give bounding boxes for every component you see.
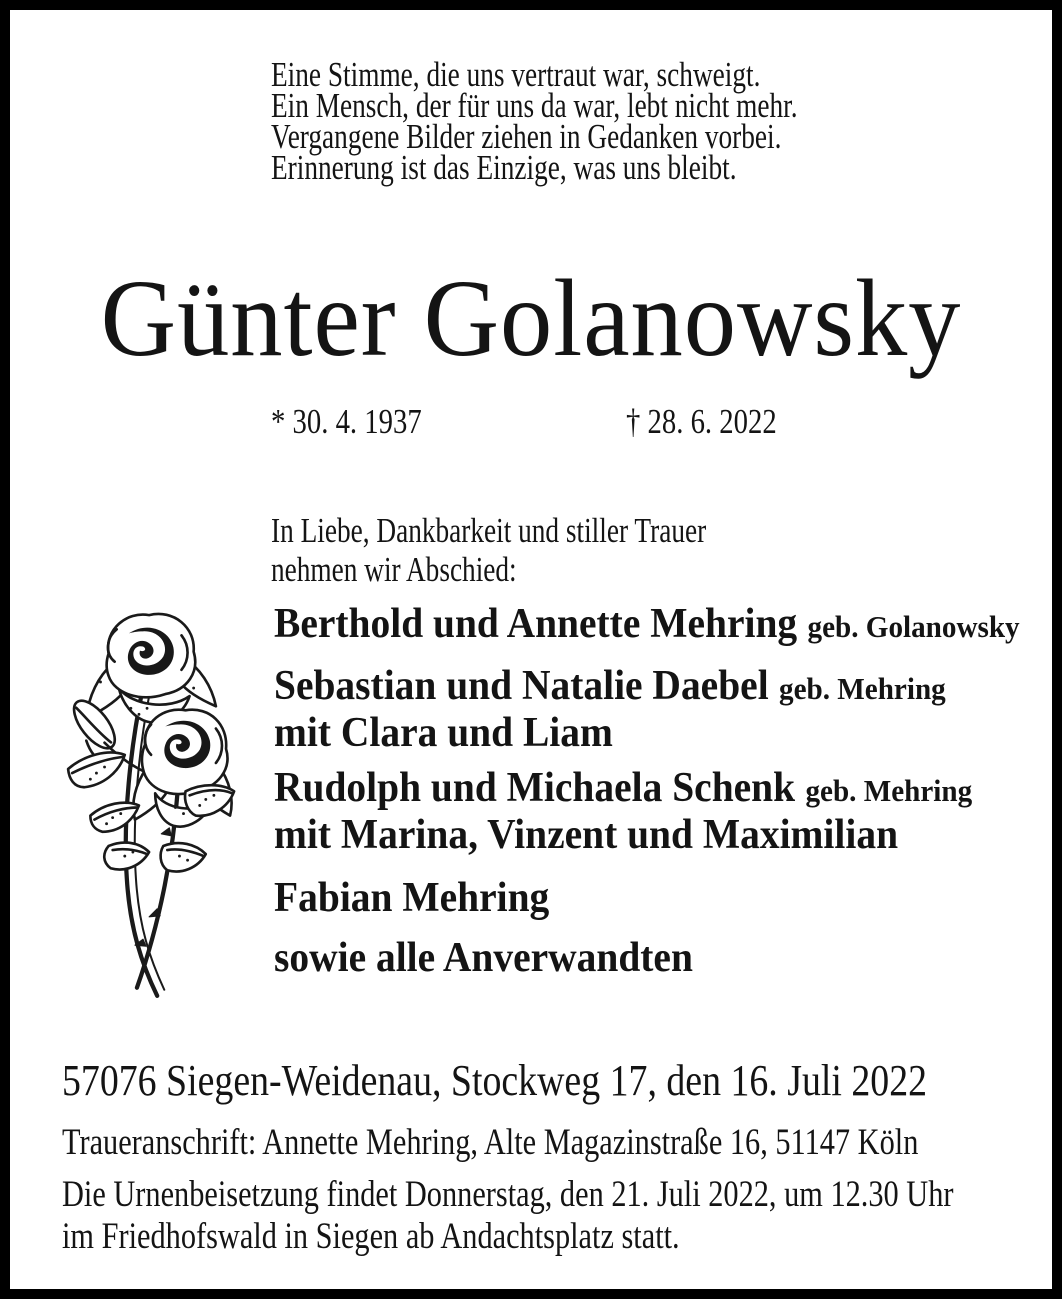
mourner-maiden-name: geb. Mehring: [805, 773, 973, 808]
mourner-line: [274, 665, 946, 710]
mourner-names: Rudolph und Michaela Schenk: [274, 765, 796, 811]
deceased-name-row: [10, 257, 1052, 379]
poem: [271, 55, 798, 187]
funeral-info-line: im Friedhofswald in Siegen ab Andachtsplatz statt.: [62, 1216, 680, 1257]
mourner-line: [274, 937, 693, 979]
intro-line: nehmen wir Abschied:: [271, 550, 517, 589]
mourner-line: [274, 767, 972, 812]
poem-line: Eine Stimme, die uns vertraut war, schweigt.: [271, 55, 761, 94]
poem-line: Erinnerung ist das Einzige, was uns bleibt.: [271, 148, 737, 187]
mourner-children: mit Clara und Liam: [274, 710, 613, 756]
mourner-children-line: [274, 814, 898, 856]
mourner-names: Fabian Mehring: [274, 875, 550, 921]
poem-line: Vergangene Bilder ziehen in Gedanken vorbei.: [271, 117, 782, 156]
mourner-children-line: [274, 712, 613, 754]
rose-illustration: [55, 605, 310, 1010]
condolence-address-line: Traueranschrift: Annette Mehring, Alte Magazinstraße 16, 51147 Köln: [62, 1122, 919, 1163]
mourner-maiden-name: geb. Mehring: [779, 671, 946, 706]
mourner-names: sowie alle Anverwandten: [274, 935, 693, 981]
mourner-line: [274, 877, 549, 919]
birth-date: * 30. 4. 1937: [271, 402, 422, 441]
mourner-names: Sebastian und Natalie Daebel: [274, 663, 769, 709]
mourner-line: [274, 603, 1020, 648]
mourner-maiden-name: geb. Golanowsky: [807, 609, 1020, 644]
poem-line: Ein Mensch, der für uns da war, lebt nicht mehr.: [271, 86, 798, 125]
funeral-info-line: Die Urnenbeisetzung findet Donnerstag, den 21. Juli 2022, um 12.30 Uhr: [62, 1174, 954, 1215]
address-and-date-line: 57076 Siegen-Weidenau, Stockweg 17, den 16. Juli 2022: [62, 1056, 928, 1105]
farewell-intro: [271, 511, 706, 589]
funeral-info: [62, 1174, 953, 1258]
deceased-name: Günter Golanowsky: [100, 257, 962, 379]
mourner-names: Berthold und Annette Mehring: [274, 601, 798, 647]
death-date: † 28. 6. 2022: [626, 402, 777, 441]
mourner-children: mit Marina, Vinzent und Maximilian: [274, 812, 899, 858]
intro-line: In Liebe, Dankbarkeit und stiller Trauer: [271, 511, 707, 550]
